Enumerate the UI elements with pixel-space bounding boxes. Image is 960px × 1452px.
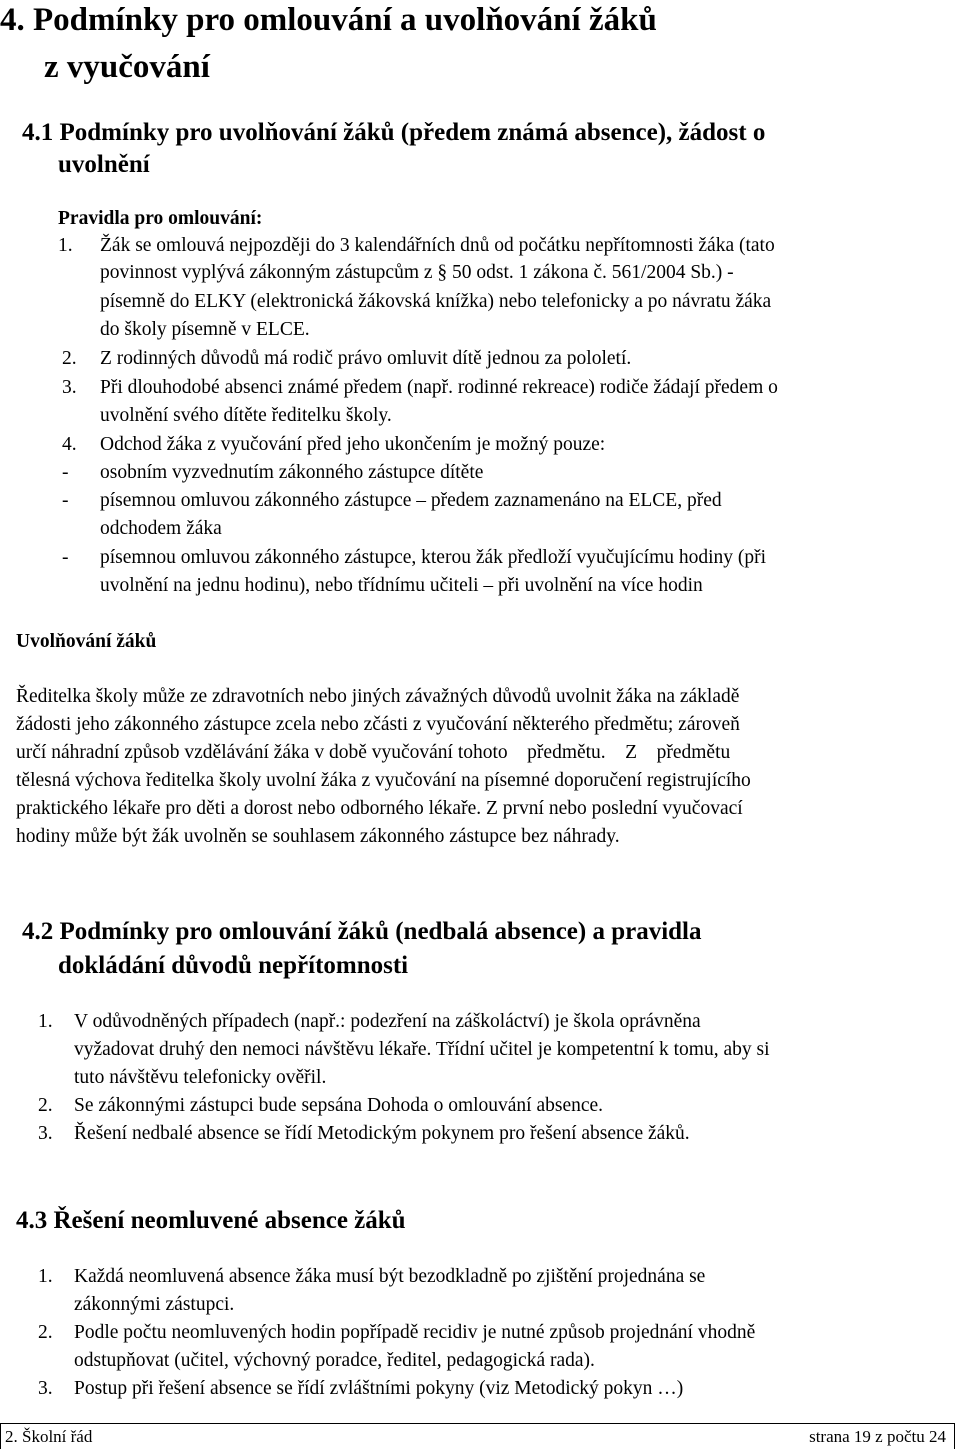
rule-line: povinnost vyplývá zákonným zástupcům z § 50 odst. 1 zákona č. 561/2004 Sb.) - (100, 262, 734, 283)
item-line: Podle počtu neomluvených hodin popřípadě recidiv je nutné způsob projednání vhodně (74, 1322, 756, 1343)
item-line: Řešení nedbalé absence se řídí Metodickým pokynem pro řešení absence žáků. (74, 1123, 690, 1144)
dash-bullet: - (62, 462, 69, 483)
dash-bullet: - (62, 490, 69, 511)
item-line: Každá neomluvená absence žáka musí být bezodkladně po zjištění projednána se (74, 1266, 706, 1287)
rule-line: písemně do ELKY (elektronická žákovská knížka) nebo telefonicky a po návratu žáka (100, 291, 772, 312)
section-42-title-line2: dokládání důvodů nepřítomnosti (58, 952, 409, 979)
release-line: tělesná výchova ředitelka školy uvolní žáka z vyučování na písemné doporučení registrujícího (16, 770, 751, 791)
item-line: V odůvodněných případech (např.: podezření na záškoláctví) je škola oprávněna (74, 1011, 701, 1032)
section-43-title: 4.3 Řešení neomluvené absence žáků (16, 1207, 406, 1234)
item-line: Se zákonnými zástupci bude sepsána Dohoda o omlouvání absence. (74, 1095, 604, 1116)
page-footer (0, 1423, 955, 1449)
item-number: 1. (38, 1266, 53, 1287)
rule-line: Z rodinných důvodů má rodič právo omluvit dítě jednou za pololetí. (100, 348, 632, 369)
item-line: odstupňovat (učitel, výchovný poradce, ředitel, pedagogická rada). (74, 1350, 595, 1371)
item-line: vyžadovat druhý den nemoci návštěvu lékaře. Třídní učitel je kompetentní k tomu, aby si (74, 1039, 770, 1060)
rule-number: 2. (62, 348, 77, 369)
rule-line: Odchod žáka z vyučování před jeho ukončením je možný pouze: (100, 434, 606, 455)
rule-number: 3. (62, 377, 77, 398)
rule-line: Při dlouhodobé absenci známé předem (např. rodinné rekreace) rodiče žádají předem o (100, 377, 778, 398)
rule-line: do školy písemně v ELCE. (100, 319, 310, 340)
section-42-title: 4.2 Podmínky pro omlouvání žáků (nedbalá absence) a pravidla (22, 918, 702, 945)
item-number: 2. (38, 1322, 53, 1343)
footer-page-number: strana 19 z počtu 24 (809, 1427, 946, 1446)
section-41-title: 4.1 Podmínky pro uvolňování žáků (předem známá absence), žádost o (22, 119, 766, 146)
item-line: Postup při řešení absence se řídí zvláštními pokyny (viz Metodický pokyn …) (74, 1378, 684, 1399)
rule-line: Žák se omlouvá nejpozději do 3 kalendářních dnů od počátku nepřítomnosti žáka (tato (100, 235, 775, 256)
item-number: 3. (38, 1123, 53, 1144)
section-41-title-line2: uvolnění (58, 151, 150, 178)
item-line: zákonnými zástupci. (74, 1294, 235, 1315)
item-number: 1. (38, 1011, 53, 1032)
section-4-title-line2: z vyučování (44, 49, 210, 85)
dash-line: uvolnění na jednu hodinu), nebo třídnímu učiteli – při uvolnění na více hodin (100, 575, 703, 596)
release-heading: Uvolňování žáků (16, 631, 157, 652)
item-line: tuto návštěvu telefonicky ověřil. (74, 1067, 327, 1088)
item-number: 2. (38, 1095, 53, 1116)
footer-doc-title: 2. Školní řád (5, 1427, 93, 1446)
item-number: 3. (38, 1378, 53, 1399)
rule-line: uvolnění svého dítěte ředitelku školy. (100, 405, 392, 426)
dash-line: písemnou omluvou zákonného zástupce, kterou žák předloží vyučujícímu hodiny (při (100, 547, 767, 568)
release-line: praktického lékaře pro děti a dorost nebo odborného lékaře. Z první nebo poslední vyučovací (16, 798, 743, 819)
release-line: hodiny může být žák uvolněn se souhlasem zákonného zástupce bez náhrady. (16, 826, 620, 847)
section-4-title: 4. Podmínky pro omlouvání a uvolňování žáků (0, 2, 657, 38)
dash-bullet: - (62, 547, 69, 568)
rule-number: 1. (58, 235, 73, 256)
dash-line: odchodem žáka (100, 518, 222, 539)
release-line: určí náhradní způsob vzdělávání žáka v době vyučování tohoto předmětu. Z předmětu (16, 742, 731, 763)
dash-line: písemnou omluvou zákonného zástupce – předem zaznamenáno na ELCE, před (100, 490, 722, 511)
release-line: žádosti jeho zákonného zástupce zcela nebo zčásti z vyučování některého předmětu; zároveň (16, 714, 740, 735)
release-line: Ředitelka školy může ze zdravotních nebo jiných závažných důvodů uvolnit žáka na základě (16, 686, 740, 707)
dash-line: osobním vyzvednutím zákonného zástupce dítěte (100, 462, 484, 483)
rules-heading: Pravidla pro omlouvání: (58, 208, 263, 229)
rule-number: 4. (62, 434, 77, 455)
